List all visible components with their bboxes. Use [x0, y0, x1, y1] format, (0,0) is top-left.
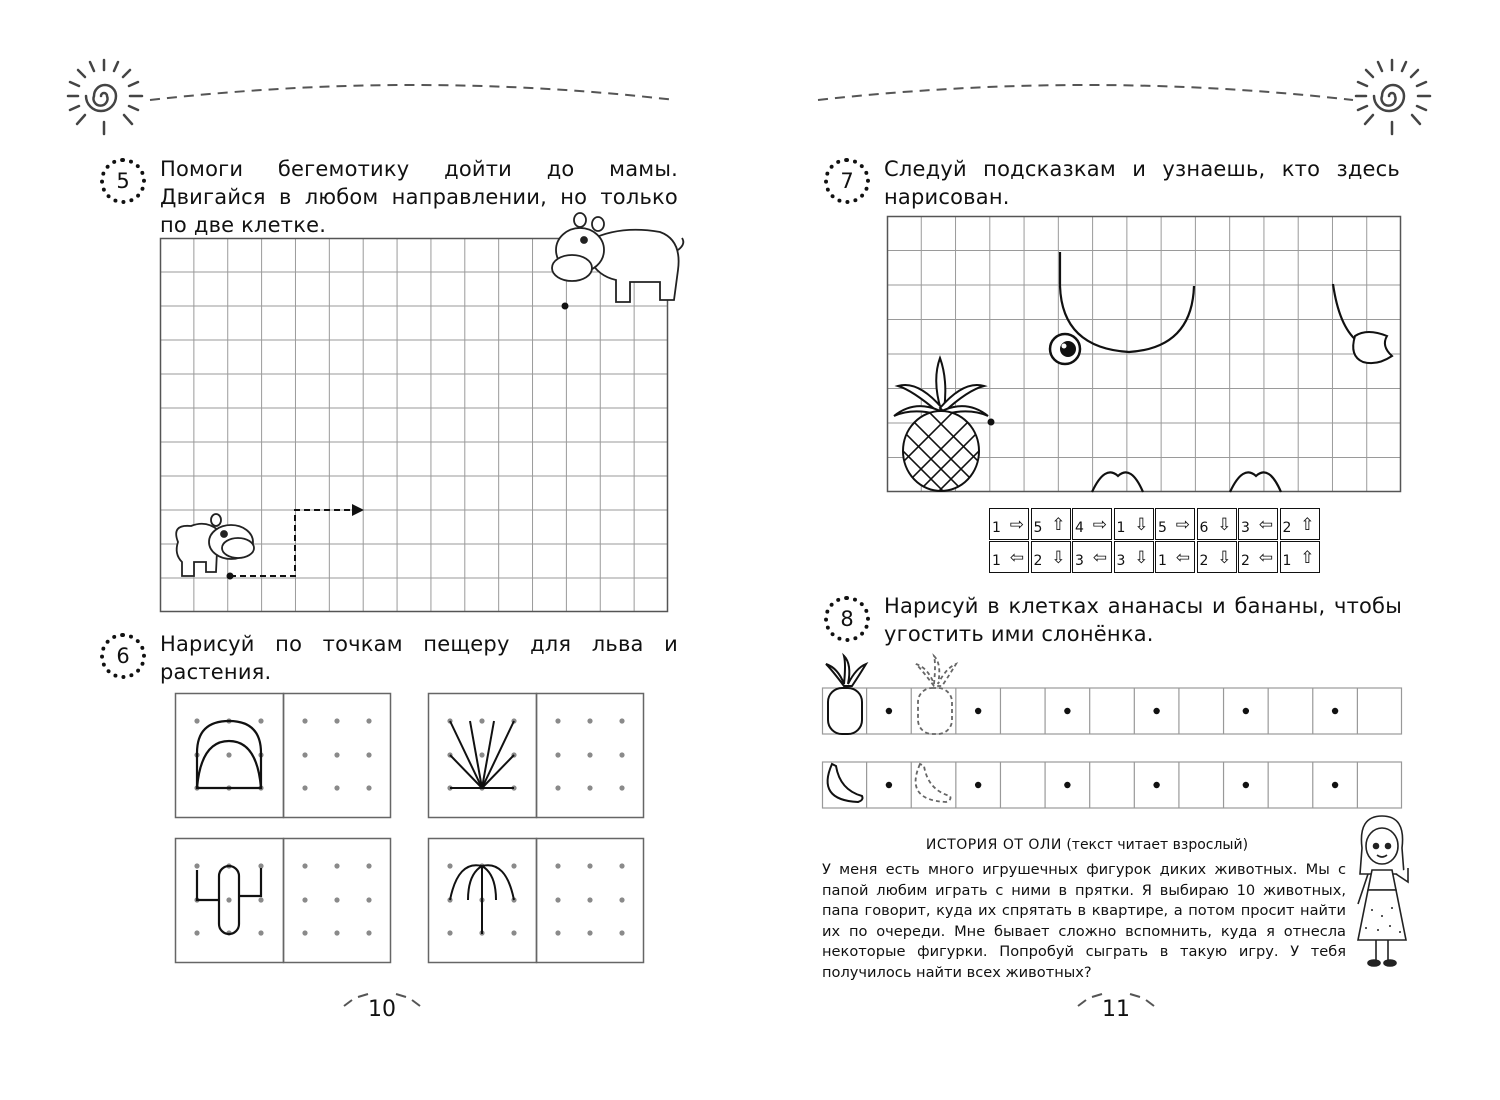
hint-step-count: 2 — [1199, 553, 1209, 569]
arrow-right-icon: ⇨ — [1175, 515, 1190, 535]
dot-board-cave — [175, 693, 391, 818]
hint-step-count: 3 — [1116, 553, 1126, 569]
story-title — [822, 837, 1352, 853]
baby-hippo-illustration — [166, 512, 261, 584]
dot-board-cactus — [175, 838, 391, 963]
task-7-text: Следуй подсказкам и узнаешь, кто здесь нарисован. — [884, 157, 1400, 209]
task-8-text: Нарисуй в клетках ананасы и бананы, чтобы угостить ими слонёнка. — [884, 594, 1402, 646]
hint-step-count: 3 — [1075, 553, 1084, 569]
hint-cell — [1072, 508, 1112, 540]
arrow-down-icon: ⇩ — [1217, 515, 1232, 535]
task-7-hints — [989, 508, 1325, 574]
page-number-decor-left — [340, 990, 425, 1010]
hint-cell — [1280, 508, 1320, 540]
page-number-right: 11 — [1102, 997, 1130, 1022]
arrow-up-icon: ⇧ — [1051, 515, 1066, 535]
hint-step-count: 2 — [1033, 553, 1043, 569]
hint-cell — [1197, 508, 1237, 540]
story-text: У меня есть много игрушечных фигурок диких животных. Мы с папой любим играть с ними в прятки. Я выбираю 10 животных, папа говорит, куда их спрятать в квартире, а потом просит найти их по очереди. Мне бывает сложно вспомнить, куда я отнесла некоторые фигурки. Попробуй сыграть в такую игру. У тебя получилось найти всех животных? — [822, 861, 1346, 981]
arrow-left-icon: ⇦ — [1258, 548, 1273, 568]
girl-illustration — [1350, 812, 1414, 972]
hint-cell — [1155, 541, 1195, 573]
arrow-down-icon: ⇩ — [1217, 548, 1232, 568]
hint-step-count: 6 — [1199, 520, 1209, 536]
arrow-right-icon: ⇨ — [1092, 515, 1107, 535]
hint-cell — [1280, 541, 1320, 573]
hint-cell — [989, 541, 1029, 573]
mom-hippo-illustration — [550, 210, 690, 308]
task-7-number: 7 — [824, 158, 870, 204]
banana-row — [822, 760, 1402, 810]
arrow-down-icon: ⇩ — [1051, 548, 1066, 568]
hint-step-count: 2 — [1241, 553, 1250, 569]
arrow-up-icon: ⇧ — [1300, 515, 1315, 535]
dashed-decor-line-right — [818, 78, 1358, 108]
dot-board-plant — [428, 693, 644, 818]
arrow-left-icon: ⇦ — [1009, 548, 1024, 568]
hint-step-count: 1 — [1158, 553, 1167, 569]
hint-cell — [1114, 541, 1154, 573]
page-number-left: 10 — [368, 997, 396, 1022]
task-8-number: 8 — [824, 596, 870, 642]
hint-step-count: 4 — [1075, 520, 1084, 536]
arrow-down-icon: ⇩ — [1134, 515, 1149, 535]
hint-step-count: 1 — [1282, 553, 1292, 569]
hint-step-count: 2 — [1282, 520, 1292, 536]
hint-cell — [1072, 541, 1112, 573]
pineapple-illustration — [892, 350, 990, 492]
arrow-right-icon: ⇨ — [1009, 515, 1024, 535]
hint-step-count: 5 — [1033, 520, 1043, 536]
dashed-decor-line — [150, 78, 680, 108]
hint-cell — [989, 508, 1029, 540]
hint-step-count: 1 — [992, 520, 1001, 536]
arrow-left-icon: ⇦ — [1175, 548, 1190, 568]
spiral-sun-icon — [60, 58, 150, 138]
task-5-number: 5 — [100, 158, 146, 204]
hint-cell — [1031, 508, 1071, 540]
pineapple-row — [822, 650, 1402, 736]
arrow-left-icon: ⇦ — [1092, 548, 1107, 568]
hint-step-count: 3 — [1241, 520, 1250, 536]
hint-cell — [1155, 508, 1195, 540]
hint-step-count: 5 — [1158, 520, 1167, 536]
spiral-sun-icon — [1348, 58, 1438, 138]
task-6-text: Нарисуй по точкам пещеру для льва и растения. — [160, 632, 678, 684]
hint-cell — [1031, 541, 1071, 573]
arrow-left-icon: ⇦ — [1258, 515, 1273, 535]
task-5-text: Помоги бегемотику дойти до мамы. Двигайся в любом направлении, но только по две клетке. — [160, 157, 678, 237]
hint-cell — [1238, 541, 1278, 573]
page-number-decor-right — [1074, 990, 1159, 1010]
story-subtitle: (текст читает взрослый) — [1066, 837, 1249, 853]
task-6-number: 6 — [100, 633, 146, 679]
story-heading: ИСТОРИЯ ОТ ОЛИ — [925, 837, 1062, 853]
hint-cell — [1238, 508, 1278, 540]
hint-cell — [1197, 541, 1237, 573]
hint-cell — [1114, 508, 1154, 540]
hint-step-count: 1 — [1116, 520, 1126, 536]
dot-board-palm — [428, 838, 644, 963]
arrow-up-icon: ⇧ — [1300, 548, 1315, 568]
arrow-down-icon: ⇩ — [1134, 548, 1149, 568]
hint-step-count: 1 — [992, 553, 1001, 569]
